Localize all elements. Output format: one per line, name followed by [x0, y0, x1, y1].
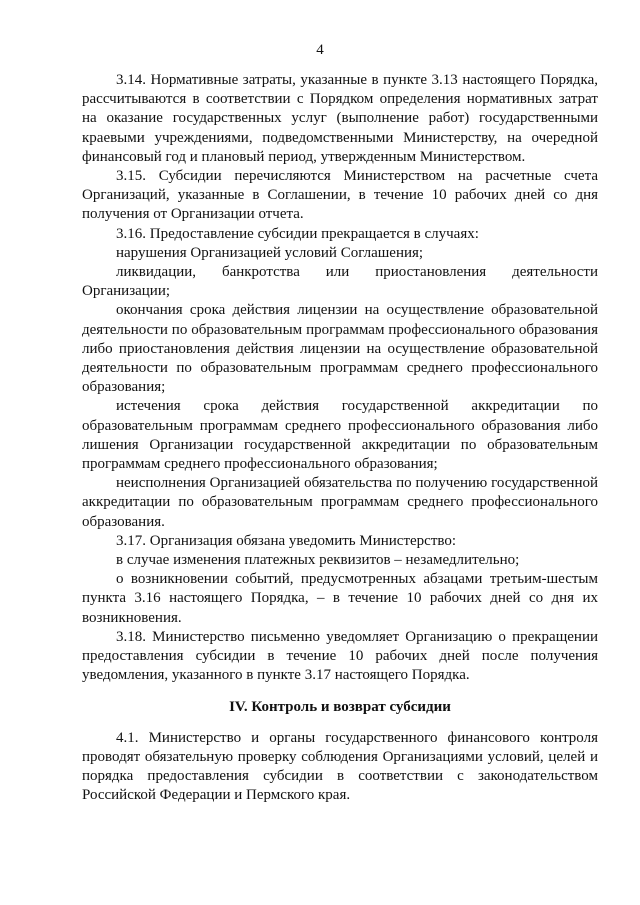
paragraph-3-16-item-5: неисполнения Организацией обязательства по получению государственной аккредитации по образовательным программам среднего профессионального образования. [82, 475, 598, 530]
paragraph-3-16-item-4: истечения срока действия государственной аккредитации по образовательным программам среднего профессионального образования либо лишения Организации государственной аккредитации по образовательным программам среднего профессионального образования; [82, 398, 598, 473]
paragraph-4-1: 4.1. Министерство и органы государственного финансового контроля проводят обязательную проверку соблюдения Организациями условий, целей и порядка предоставления субсидии в соответствии с законодательством Российской Федерации и Пермского края. [82, 729, 598, 804]
paragraph-3-16-item-2: ликвидации, банкротства или приостановления деятельности Организации; [82, 264, 598, 300]
paragraph-3-14: 3.14. Нормативные затраты, указанные в пункте 3.13 настоящего Порядка, рассчитываются в соответствии с Порядком определения нормативных затрат на оказание государственных услуг (выполнение работ) государственными краевыми учреждениями, подведомственными Министерству, на очередной финансовый год и плановый период, утвержденным Министерством. [82, 72, 598, 165]
paragraph-3-16: 3.16. Предоставление субсидии прекращается в случаях: [116, 225, 479, 242]
section-heading: IV. Контроль и возврат субсидии [229, 698, 451, 715]
paragraph-3-15: 3.15. Субсидии перечисляются Министерством на расчетные счета Организаций, указанные в Соглашении, в течение 10 рабочих дней со дня получения от Организации отчета. [82, 168, 598, 223]
paragraph-3-17: 3.17. Организация обязана уведомить Министерство: [116, 532, 457, 549]
paragraph-3-18: 3.18. Министерство письменно уведомляет Организацию о прекращении предоставления субсидии в течение 10 рабочих дней после получения уведомления, указанного в пункте 3.17 настоящего Порядка. [82, 628, 598, 684]
paragraph-3-16-item-1: нарушения Организацией условий Соглашения; [116, 244, 424, 261]
paragraph-3-17-item-1: в случае изменения платежных реквизитов – незамедлительно; [116, 552, 520, 569]
paragraph-3-17-item-2: о возникновении событий, предусмотренных абзацами третьим-шестым пункта 3.16 настоящего Порядка, – в течение 10 рабочих дней со дня их возникновения. [82, 571, 598, 626]
page-number: 4 [316, 42, 324, 58]
paragraph-3-16-item-3: окончания срока действия лицензии на осуществление образовательной деятельности по образовательным программам профессионального образования либо приостановления действия лицензии на осуществление образовательной деятельности по образовательным программам среднего профессионального образования; [82, 302, 598, 396]
document-body [82, 71, 598, 806]
